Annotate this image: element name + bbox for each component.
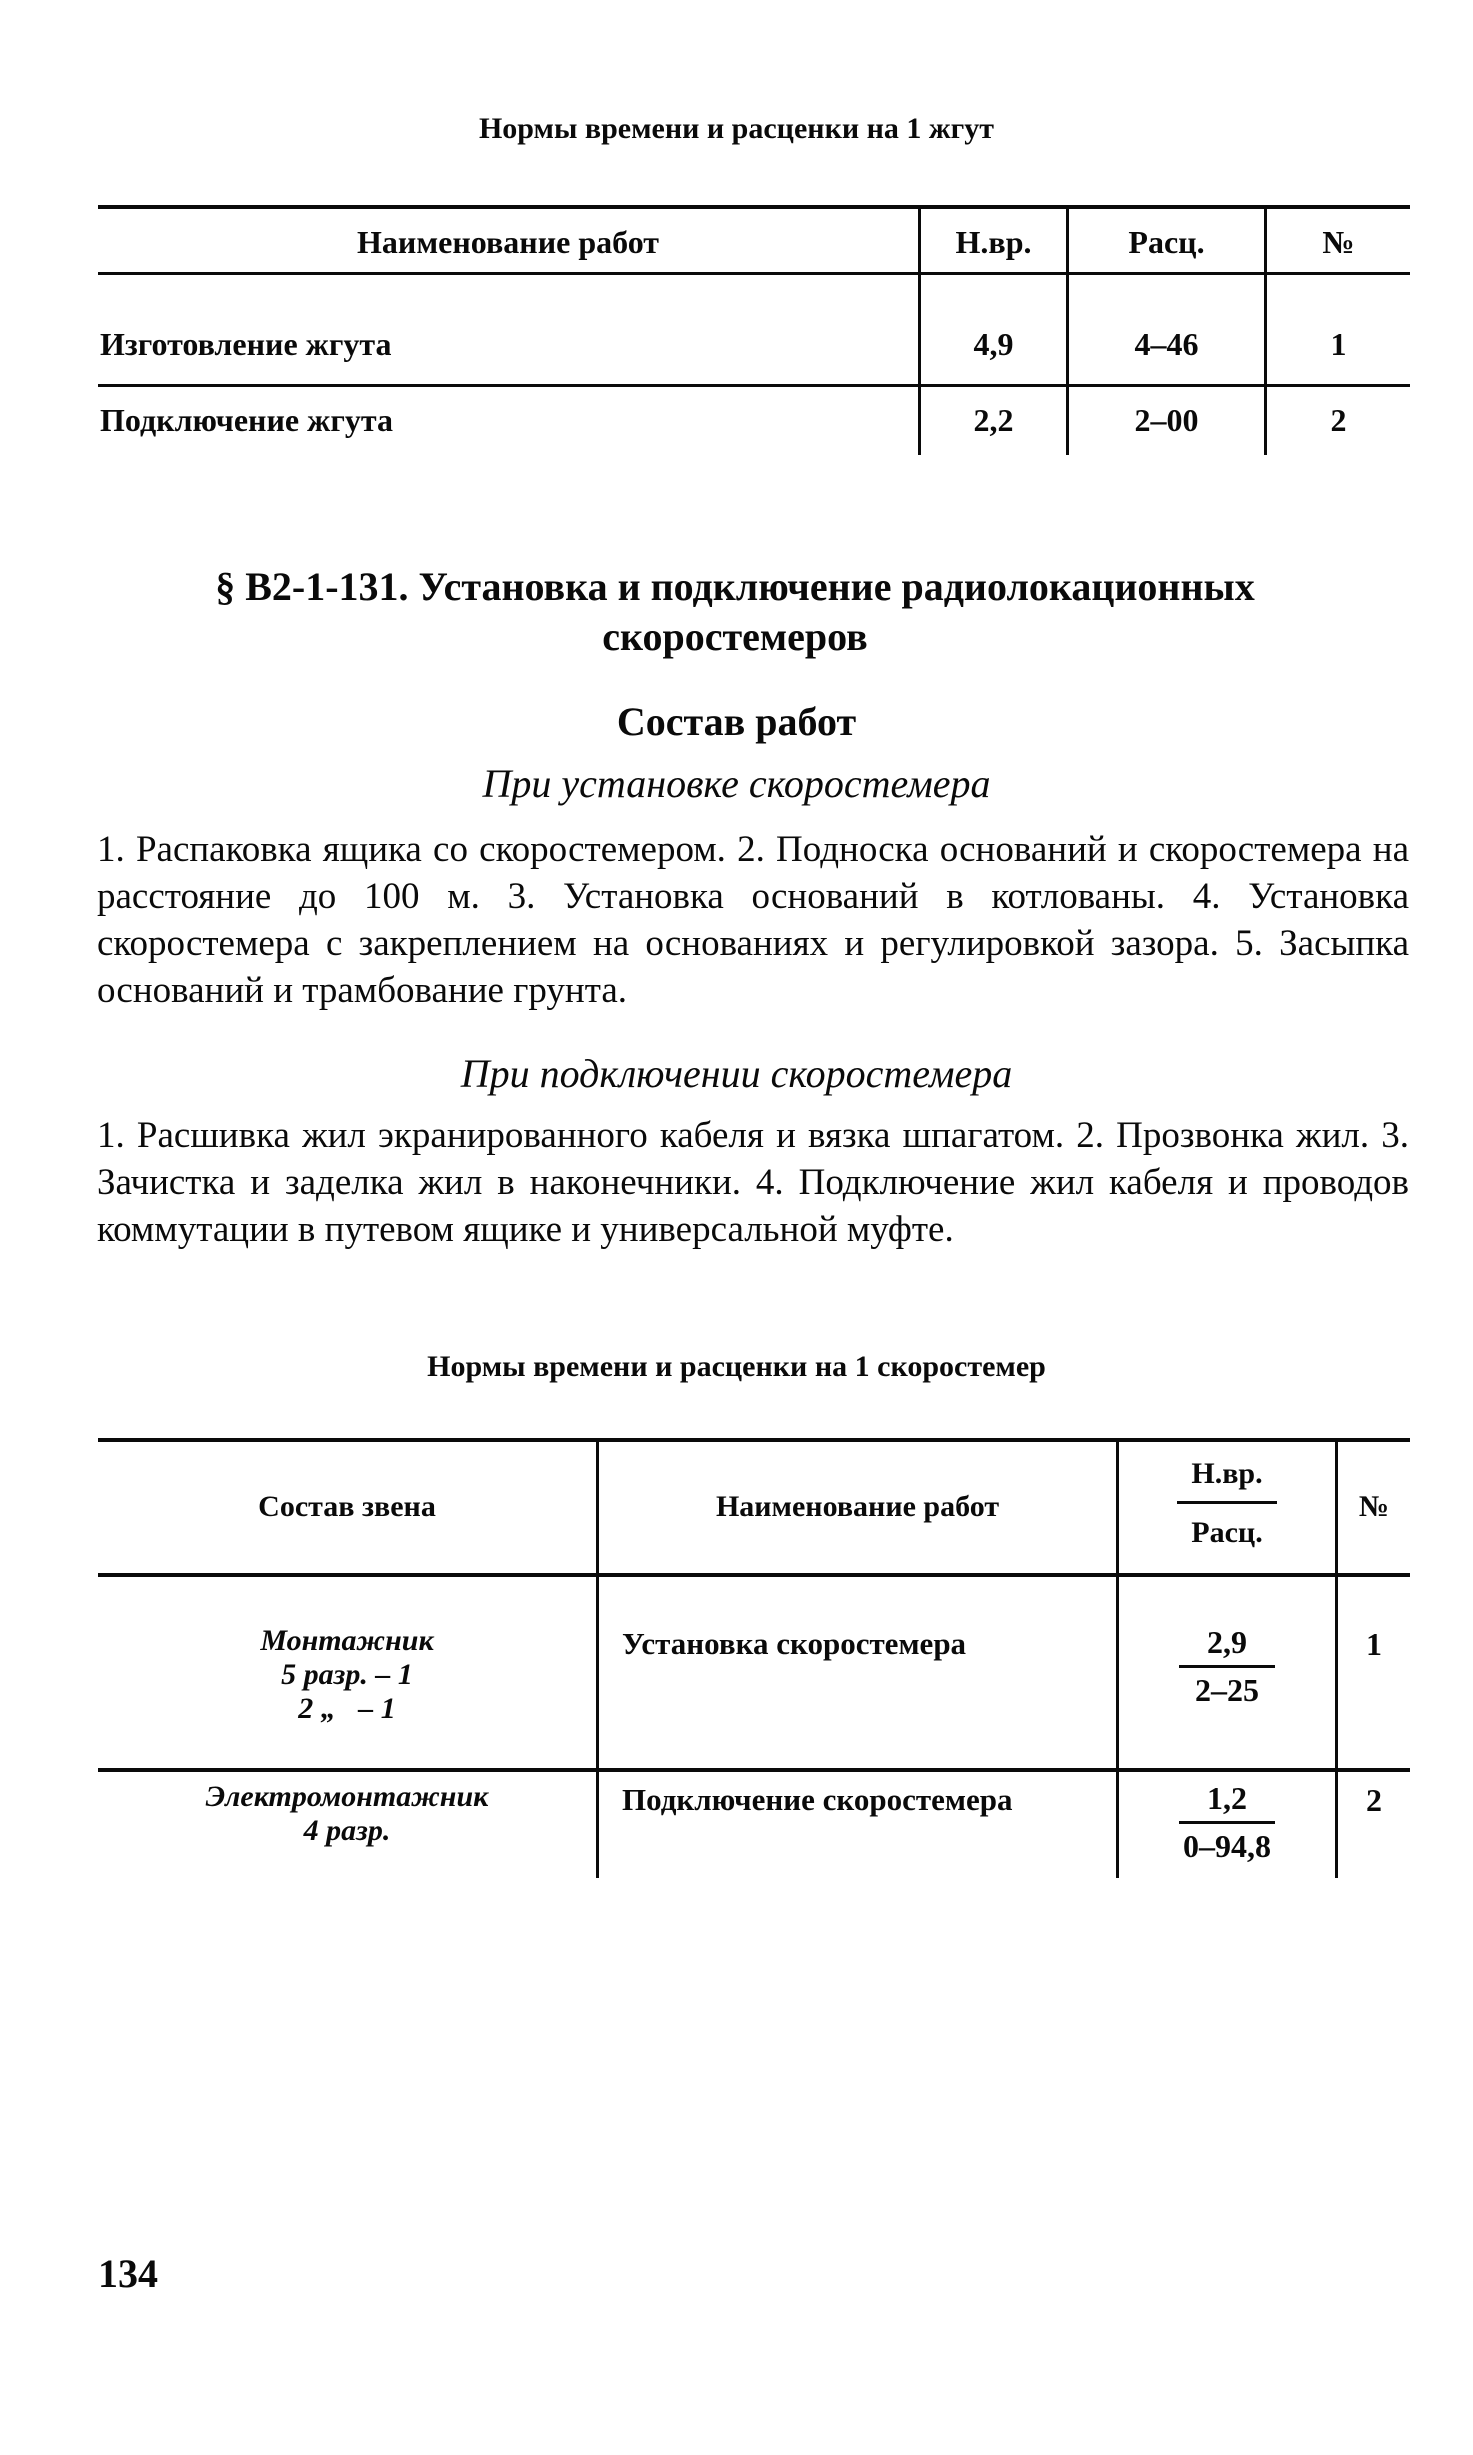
table2-row1-crew-line2: 5 разр. – 1	[281, 1658, 413, 1691]
table2-row1-num: 1	[1366, 1626, 1382, 1662]
install-text: 1. Распаковка ящика со скоростемером. 2. Подноска оснований и скоростемера на расстояние до 100 м. 3. Установка оснований в котлованы. 4. Установка скоростемера с закреплением на основаниях и регулировкой зазора. 5. Засыпка оснований и трамбование грунта.	[97, 829, 1409, 1011]
table2-row1-crew-line1: Монтажник	[260, 1624, 434, 1657]
section-subtitle: Состав работ	[616, 699, 857, 744]
table1-header-rule	[98, 272, 1410, 275]
table1-row2-name: Подключение жгута	[100, 402, 393, 438]
table1-row2-rasc: 2–00	[1134, 402, 1199, 438]
table2-row2-num: 2	[1366, 1782, 1382, 1818]
table1-header-name: Наименование работ	[357, 224, 659, 260]
table2-header-nvr: Н.вр.	[1191, 1457, 1263, 1490]
table1-caption: Нормы времени и расценки на 1 жгут	[478, 112, 995, 145]
table2-row1-name: Установка скоростемера	[622, 1626, 967, 1661]
section-title-line1: § В2-1-131. Установка и подключение радиолокационных	[215, 564, 1255, 609]
table2-top-rule	[98, 1438, 1410, 1442]
table2-row2-crew	[98, 1780, 596, 1848]
table2-header-num: №	[1358, 1490, 1390, 1523]
connect-text: 1. Расшивка жил экранированного кабеля и вязка шпагатом. 2. Прозвонка жил. 3. Зачистка и заделка жил в наконечники. 4. Подключение жил кабеля и проводов коммутации в путевом ящике и универсальной муфте.	[97, 1115, 1409, 1250]
table2-row1-nvr: 2,9	[1207, 1624, 1247, 1660]
table2-row1-rasc: 2–25	[1195, 1672, 1259, 1708]
install-heading: При установке скоростемера	[482, 761, 991, 806]
table1-header-nvr: Н.вр.	[955, 224, 1032, 260]
table2-row2-rasc: 0–94,8	[1183, 1828, 1271, 1864]
fraction-bar	[1177, 1501, 1277, 1504]
table1-row1-num: 1	[1330, 326, 1347, 362]
section-title-line2: скоростемеров	[602, 614, 868, 659]
table1-header-rasc: Расц.	[1128, 224, 1205, 260]
table2-header-crew: Состав звена	[258, 1490, 436, 1523]
table2-row1-crew-line3: 2 „ – 1	[298, 1692, 396, 1725]
table1-row2-num: 2	[1330, 402, 1347, 438]
table1-row-rule	[98, 384, 1410, 387]
table1-row2-nvr: 2,2	[973, 402, 1014, 438]
table2-row2-name: Подключение скоростемера	[622, 1782, 1013, 1817]
table2-row1-crew	[98, 1624, 596, 1726]
table1-header-num: №	[1322, 224, 1355, 260]
table2-row1-fraction	[1119, 1624, 1335, 1709]
table1-row1-name: Изготовление жгута	[100, 326, 392, 362]
table2-row2-crew-line1: Электромонтажник	[205, 1780, 489, 1813]
table2-row2-crew-line2: 4 разр.	[303, 1814, 391, 1847]
table1-row1-rasc: 4–46	[1134, 326, 1199, 362]
table2-header-rasc: Расц.	[1191, 1516, 1263, 1549]
table2-caption: Нормы времени и расценки на 1 скоростемер	[427, 1350, 1046, 1383]
table2-header-name: Наименование работ	[715, 1490, 1000, 1523]
table2-header-rule	[98, 1573, 1410, 1577]
section-title	[180, 562, 1290, 662]
table2-row-rule	[98, 1768, 1410, 1772]
table2-row2-nvr: 1,2	[1207, 1780, 1247, 1816]
connect-heading: При подключении скоростемера	[460, 1051, 1013, 1096]
fraction-bar	[1179, 1665, 1275, 1668]
table1-row1-nvr: 4,9	[973, 326, 1014, 362]
table1-top-rule	[98, 205, 1410, 209]
fraction-bar	[1179, 1821, 1275, 1824]
table2-row2-fraction	[1119, 1780, 1335, 1865]
table2-header-nvr-rasc	[1119, 1457, 1335, 1550]
page-number: 134	[98, 2251, 158, 2296]
